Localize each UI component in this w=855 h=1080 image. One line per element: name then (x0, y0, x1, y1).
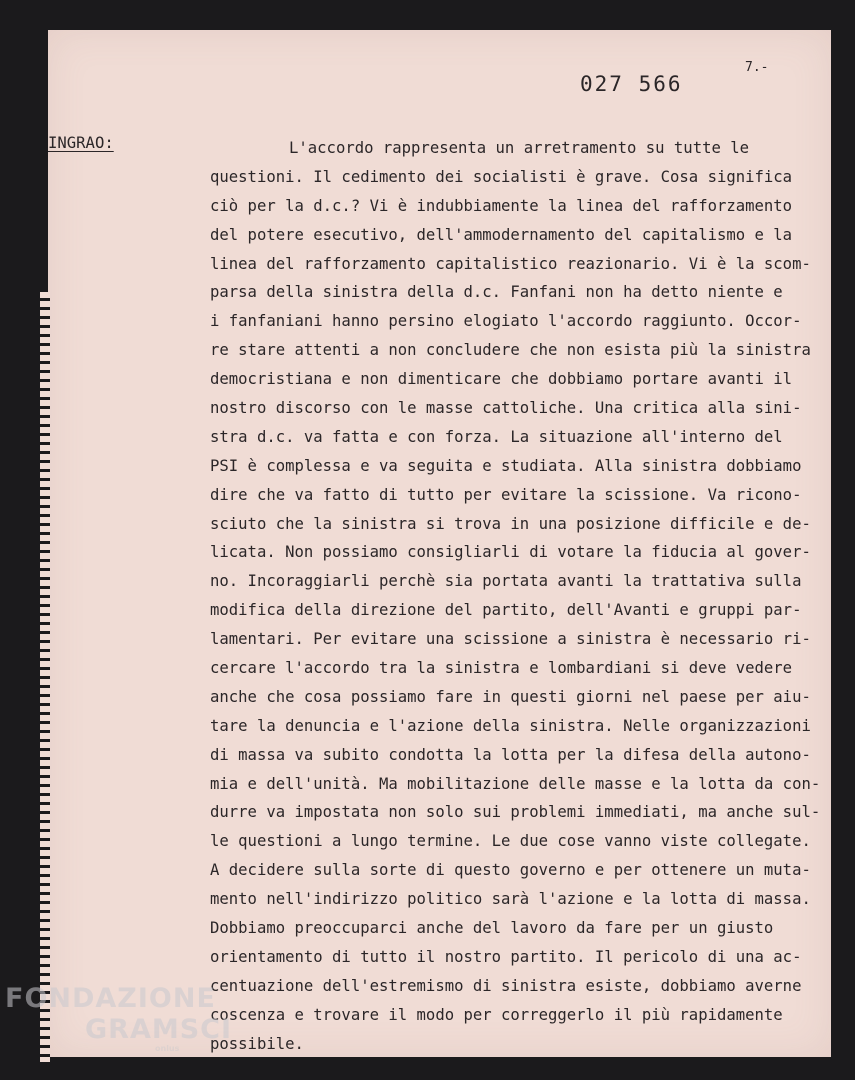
text-line: tare la denuncia e l'azione della sinistra. Nelle organizzazioni (210, 716, 811, 735)
text-line: democristiana e non dimenticare che dobbiamo portare avanti il (210, 370, 793, 389)
text-line: possibile. (210, 1034, 304, 1053)
text-line: nostro discorso con le masse cattoliche. Una critica alla sini- (210, 399, 802, 418)
text-line: licata. Non possiamo consigliarli di votare la fiducia al gover- (210, 543, 811, 562)
text-line: lamentari. Per evitare una scissione a sinistra è necessario ri- (210, 630, 811, 649)
text-line: PSI è complessa e va seguita e studiata. Alla sinistra dobbiamo (210, 456, 802, 475)
text-line: L'accordo rappresenta un arretramento su tutte le (289, 139, 750, 157)
text-line: questioni. Il cedimento dei socialisti è grave. Cosa significa (210, 167, 793, 186)
speaker-label: INGRAO: (48, 134, 114, 152)
text-line: le questioni a lungo termine. Le due cose vanno viste collegate. (210, 832, 811, 851)
fondazione-gramsci-logo (5, 985, 232, 1053)
text-line: modifica della direzione del partito, dell'Avanti e gruppi par- (210, 601, 802, 620)
text-line: i fanfaniani hanno persino elogiato l'accordo raggiunto. Occor- (210, 312, 802, 331)
text-line: cercare l'accordo tra la sinistra e lombardiani si deve vedere (210, 659, 793, 678)
text-line: centuazione dell'estremismo di sinistra esiste, dobbiamo averne (210, 976, 802, 995)
text-line: Dobbiamo preoccuparci anche del lavoro da fare per un giusto (210, 919, 774, 938)
text-line: coscenza e trovare il modo per correggerlo il più rapidamente (210, 1005, 783, 1024)
text-line: re stare attenti a non concludere che non esista più la sinistra (210, 341, 811, 360)
text-line: mia e dell'unità. Ma mobilitazione delle masse e la lotta da con- (210, 774, 821, 793)
text-line: durre va impostata non solo sui problemi immediati, ma anche sul- (210, 803, 821, 822)
text-line: anche che cosa possiamo fare in questi giorni nel paese per aiu- (210, 687, 811, 706)
text-line: parsa della sinistra della d.c. Fanfani non ha detto niente e (210, 283, 783, 302)
text-line: ciò per la d.c.? Vi è indubbiamente la linea del rafforzamento (210, 196, 793, 215)
watermark-line-2: GRAMSCI (85, 1014, 233, 1045)
text-line: stra d.c. va fatta e con forza. La situazione all'interno del (210, 427, 783, 446)
watermark-line-1: FONDAZIONE (5, 983, 216, 1014)
text-line: sciuto che la sinistra si trova in una posizione difficile e de- (210, 514, 811, 533)
page-number: 7.- (745, 60, 769, 75)
watermark-line-3: onlus (155, 1044, 180, 1053)
document-number: 027 566 (580, 72, 683, 96)
speech-text (210, 134, 825, 1059)
text-line: linea del rafforzamento capitalistico reazionario. Vi è la scom- (210, 254, 811, 273)
text-line: no. Incoraggiarli perchè sia portata avanti la trattativa sulla (210, 572, 802, 591)
text-line: mento nell'indirizzo politico sarà l'azione e la lotta di massa. (210, 890, 811, 909)
text-line: del potere esecutivo, dell'ammodernamento del capitalismo e la (210, 225, 793, 244)
text-line: di massa va subito condotta la lotta per la difesa della autono- (210, 745, 811, 764)
text-line: dire che va fatto di tutto per evitare la scissione. Va ricono- (210, 485, 802, 504)
text-line: A decidere sulla sorte di questo governo e per ottenere un muta- (210, 861, 811, 880)
text-line: orientamento di tutto il nostro partito. Il pericolo di una ac- (210, 947, 802, 966)
perforated-edge (40, 292, 50, 1062)
